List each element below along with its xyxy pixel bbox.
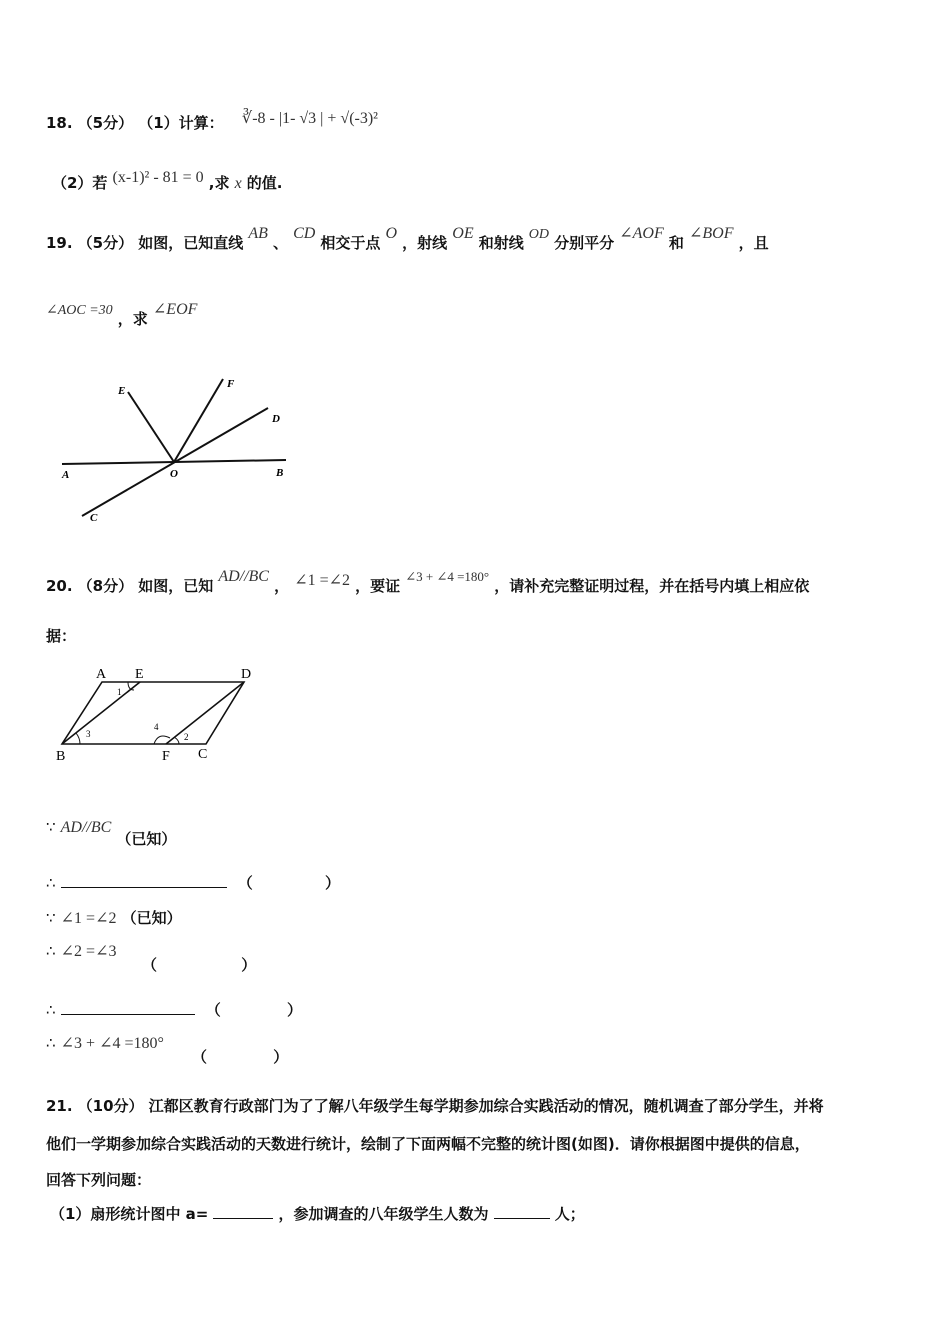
q18-line1 bbox=[46, 112, 224, 133]
q21-blank-a[interactable] bbox=[213, 1204, 273, 1219]
q19-ab: AB bbox=[248, 225, 268, 242]
because-symbol: ∵ bbox=[46, 909, 56, 927]
q21-blank-count[interactable] bbox=[494, 1204, 550, 1219]
proof-line-6-expr: ∠3 + ∠4 =180° bbox=[60, 1035, 164, 1052]
q18-number: 18. bbox=[46, 114, 73, 132]
label-b: B bbox=[276, 467, 284, 479]
q19-od: OD bbox=[528, 227, 550, 242]
q20-given2: ∠1 =∠2 bbox=[294, 572, 351, 589]
q19-aof: ∠AOF bbox=[619, 225, 664, 242]
q18-part2-text-b: 的值. bbox=[246, 174, 283, 192]
proof-line-6-paren-close: ） bbox=[273, 1048, 289, 1066]
q20-number: 20. bbox=[46, 577, 73, 595]
q19-text-a: 如图，已知直线 bbox=[138, 234, 244, 252]
arc-angle-2 bbox=[174, 737, 179, 744]
proof-line-4-paren-open: （ bbox=[142, 956, 158, 974]
q21-part1-c: 人； bbox=[554, 1205, 585, 1223]
proof-line-3-reason: （已知） bbox=[121, 909, 182, 927]
q19-text-h: ，求 bbox=[117, 310, 148, 328]
proof-line-1-expr: AD//BC bbox=[60, 819, 112, 836]
proof-line-5-blank[interactable] bbox=[61, 1000, 195, 1015]
proof-line-4-paren-close: ） bbox=[241, 956, 257, 974]
proof-line-5-paren-open: （ bbox=[205, 1001, 221, 1019]
proof-line-6-reason-blank[interactable] bbox=[212, 1048, 268, 1062]
q19-cd: CD bbox=[293, 225, 316, 242]
q19-text-b: 相交于点 bbox=[320, 234, 381, 252]
q18-line2 bbox=[52, 169, 283, 193]
q20-text-b: ，要证 bbox=[355, 577, 401, 595]
ray-of bbox=[174, 379, 223, 462]
q20-sep1: ， bbox=[274, 577, 290, 595]
q18-expr-sqrt3: √3 bbox=[299, 110, 317, 127]
segment-be bbox=[62, 682, 140, 744]
label-4: 4 bbox=[154, 722, 159, 732]
q20-figure bbox=[48, 662, 268, 770]
q20-text-a: 如图，已知 bbox=[138, 577, 214, 595]
q20-text-c: ，请补充完整证明过程，并在括号内填上相应依 bbox=[494, 577, 810, 595]
q18-part2-label: （2）若 bbox=[52, 174, 108, 192]
q21-number: 21. bbox=[46, 1097, 73, 1115]
proof-line-2-reason-blank[interactable] bbox=[258, 874, 320, 888]
q20-goal: ∠3 + ∠4 =180° bbox=[405, 569, 490, 584]
q21-text-line3: 回答下列问题： bbox=[46, 1171, 152, 1189]
proof-line-1-reason: （已知） bbox=[116, 830, 177, 848]
arc-angle-3 bbox=[76, 733, 80, 744]
proof-line-4-expr: ∠2 =∠3 bbox=[60, 943, 117, 960]
q21-part1-b: ，参加调查的八年级学生人数为 bbox=[278, 1205, 489, 1223]
proof-line-3 bbox=[46, 907, 182, 928]
q19-line2 bbox=[46, 298, 198, 328]
q19-sep1: 、 bbox=[272, 234, 288, 252]
q19-line1 bbox=[46, 225, 769, 253]
proof-line-2 bbox=[46, 872, 340, 893]
proof-line-4-reason-blank[interactable] bbox=[162, 956, 236, 970]
label-e: E bbox=[118, 385, 126, 397]
q18-expr-sqrt-square: √(-3)² bbox=[340, 110, 378, 127]
q19-text-d: 和射线 bbox=[478, 234, 524, 252]
q21-text-line2: 他们一学期参加综合实践活动的天数进行统计，绘制了下面两幅不完整的统计图(如图)．请你根据图中提供的信息， bbox=[46, 1135, 810, 1153]
q18-part2-text-a: ,求 bbox=[208, 174, 230, 192]
q21-line1 bbox=[46, 1095, 824, 1116]
q19-score: （5分） bbox=[77, 234, 134, 252]
q19-number: 19. bbox=[46, 234, 73, 252]
proof-line-6 bbox=[46, 1033, 164, 1053]
q18-part2-var: x bbox=[234, 175, 242, 192]
label-b: B bbox=[56, 749, 66, 764]
label-1: 1 bbox=[117, 687, 122, 697]
label-e: E bbox=[135, 667, 144, 682]
q18-expr-abs-end: | + bbox=[320, 110, 337, 127]
q18-part1-label: （1）计算： bbox=[138, 114, 224, 132]
q18-expr-cuberoot: ∛-8 bbox=[242, 110, 266, 127]
proof-line-3-expr: ∠1 =∠2 bbox=[60, 910, 117, 927]
q19-o: O bbox=[385, 225, 398, 242]
proof-line-2-paren-close: ） bbox=[324, 874, 340, 892]
label-d: D bbox=[272, 413, 280, 425]
q20-text-d: 据： bbox=[46, 627, 77, 645]
q21-part1-a: （1）扇形统计图中 a= bbox=[50, 1205, 209, 1223]
label-2: 2 bbox=[184, 732, 189, 742]
proof-line-5-paren-close: ） bbox=[286, 1001, 302, 1019]
proof-line-2-paren-open: （ bbox=[237, 874, 253, 892]
q19-oe: OE bbox=[452, 225, 474, 242]
label-o: O bbox=[170, 468, 178, 480]
q19-text-e: 分别平分 bbox=[554, 234, 615, 252]
segment-df bbox=[166, 682, 244, 744]
proof-line-6-reason bbox=[192, 1046, 288, 1067]
q19-aoc: ∠AOC =30 bbox=[46, 303, 113, 318]
because-symbol: ∵ bbox=[46, 818, 56, 836]
arc-angle-1 bbox=[128, 682, 134, 690]
q21-part1 bbox=[50, 1203, 585, 1224]
q19-eof: ∠EOF bbox=[152, 301, 198, 318]
q19-text-f: 和 bbox=[668, 234, 684, 252]
label-d: D bbox=[241, 667, 252, 682]
ray-oe bbox=[128, 392, 174, 462]
label-a: A bbox=[96, 667, 107, 682]
label-c: C bbox=[198, 747, 208, 762]
q20-line1 bbox=[46, 568, 810, 596]
therefore-symbol: ∴ bbox=[46, 942, 56, 960]
therefore-symbol: ∴ bbox=[46, 1001, 56, 1019]
label-3: 3 bbox=[86, 729, 91, 739]
q20-score: （8分） bbox=[77, 577, 134, 595]
q18-score: （5分） bbox=[77, 114, 134, 132]
label-a: A bbox=[62, 469, 70, 481]
proof-line-2-blank[interactable] bbox=[61, 873, 227, 888]
q21-score: （10分） bbox=[77, 1097, 144, 1115]
proof-line-5-reason-blank[interactable] bbox=[226, 1001, 282, 1015]
label-c: C bbox=[90, 512, 98, 524]
proof-line-6-paren-open: （ bbox=[192, 1048, 208, 1066]
label-f: F bbox=[227, 378, 235, 390]
q21-text-line1: 江都区教育行政部门为了了解八年级学生每学期参加综合实践活动的情况，随机调查了部分学生，并将 bbox=[148, 1097, 824, 1115]
q20-given1: AD//BC bbox=[218, 568, 269, 585]
q19-text-g: ，且 bbox=[738, 234, 769, 252]
q19-bof: ∠BOF bbox=[688, 225, 734, 242]
q18-part1-expression bbox=[242, 108, 378, 128]
proof-line-5 bbox=[46, 999, 302, 1020]
q19-text-c: ，射线 bbox=[402, 234, 448, 252]
q18-expr-abs-start: - |1- bbox=[269, 110, 296, 127]
therefore-symbol: ∴ bbox=[46, 874, 56, 892]
proof-line-4-reason bbox=[142, 954, 256, 975]
label-f: F bbox=[162, 749, 170, 764]
proof-line-4 bbox=[46, 941, 116, 961]
proof-line-1 bbox=[46, 816, 177, 848]
therefore-symbol: ∴ bbox=[46, 1034, 56, 1052]
q18-part2-expression: (x-1)² - 81 = 0 bbox=[112, 169, 204, 186]
q19-figure bbox=[50, 368, 310, 528]
